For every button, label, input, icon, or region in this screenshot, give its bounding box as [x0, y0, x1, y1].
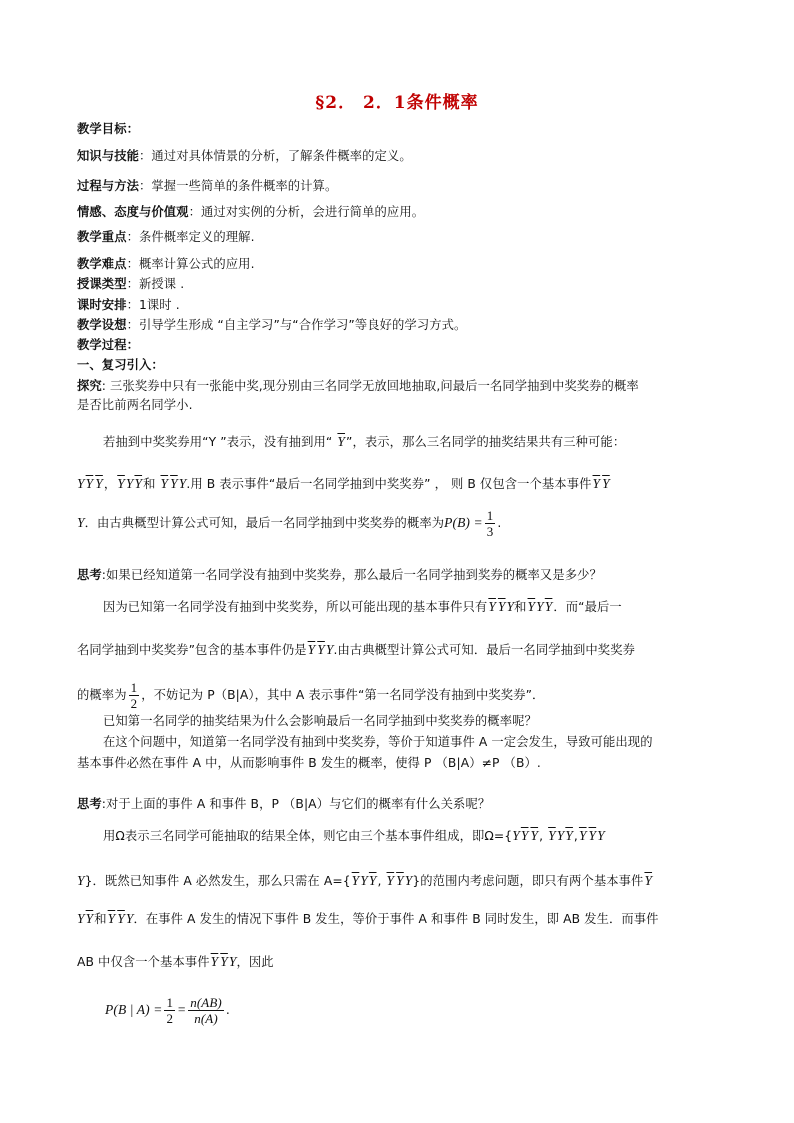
y-bar-symbol: $\overline{Y}$ [588, 828, 597, 843]
fraction-one-third [485, 508, 496, 539]
think-2-line [77, 796, 490, 812]
y-bar-symbol: $\overline{Y}$ [386, 873, 395, 888]
knowledge-text: ：通过对具体情景的分析，了解条件概率的定义。 [139, 149, 412, 163]
y-bar-symbol: $\overline{Y}$ [337, 434, 346, 449]
p1-text-c: .用 B 表示事件“最后一名同学抽到中奖奖券” ， 则 B 仅包含一个基本事件 [186, 477, 592, 491]
equals-symbol: = [177, 1002, 187, 1017]
explore-line-1 [77, 378, 639, 394]
y-bar-symbol: $\overline{Y}$ [107, 911, 116, 926]
p2-line-1 [103, 599, 622, 615]
fraction-nab-over-na [188, 995, 224, 1026]
y-bar-symbol: $\overline{Y}$ [170, 476, 178, 491]
lesson-type-label: 授课类型 [77, 277, 127, 291]
y-symbol: Y [556, 828, 565, 843]
key-point-text: ：条件概率定义的理解. [126, 230, 255, 244]
p3-text-e: AB 中仅含一个基本事件 [77, 955, 210, 969]
p2-line-6: 基本事件必然在事件 A 中，从而影响事件 B 发生的概率，使得 P （B|A）≠P （B）. [77, 756, 541, 770]
y-bar-symbol: $\overline{Y}$ [220, 954, 228, 969]
p3-line-2 [77, 873, 653, 889]
fraction-numerator: n(AB) [190, 995, 222, 1010]
p1-line-2 [77, 476, 611, 492]
y-bar-symbol: $\overline{Y}$ [578, 828, 587, 843]
idea-line [77, 317, 466, 333]
schedule-label: 课时安排 [77, 298, 127, 312]
difficulty-line [77, 256, 255, 272]
and-text: 和 [514, 600, 527, 614]
p3-text-a: 用Ω表示三名同学可能抽取的结果全体，则它由三个基本事件组成，即Ω={ [103, 829, 513, 843]
y-bar-symbol: $\overline{Y}$ [117, 476, 125, 491]
and-text: 和 [143, 477, 156, 491]
p2-line-3 [77, 680, 544, 711]
fraction-numerator: 1 [166, 995, 174, 1010]
y-symbol: Y [125, 911, 134, 926]
p2-text-a: 因为已知第一名同学没有抽到中奖奖券，所以可能出现的基本事件只有 [103, 600, 488, 614]
y-symbol: Y [360, 873, 368, 888]
page-title: §2． 2．1条件概率 [315, 93, 479, 113]
fraction-numerator: 1 [130, 680, 138, 695]
p2-line-2 [77, 642, 635, 658]
emotion-text: ：通过对实例的分析，会进行简单的应用。 [188, 205, 425, 219]
p3-line-4 [77, 954, 274, 970]
p2-text-f: ，不妨记为 P（B|A），其中 A 表示事件“第一名同学没有抽到中奖奖券”． [141, 688, 545, 702]
y-bar-symbol: $\overline{Y}$ [85, 911, 94, 926]
p2-text-c: 名同学抽到中奖奖券”包含的基本事件仍是 [77, 643, 307, 657]
p2-line-4: 已知第一名同学的抽奖结果为什么会影响最后一名同学抽到中奖奖券的概率呢？ [103, 714, 537, 728]
key-point-line [77, 229, 255, 245]
comma-symbol: , [377, 874, 382, 888]
y-bar-symbol: $\overline{Y}$ [95, 476, 103, 491]
fraction-denominator: 2 [166, 1011, 174, 1026]
y-symbol: Y [77, 515, 85, 530]
p3-text-d: ．在事件 A 发生的情况下事件 B 发生，等价于事件 A 和事件 B 同时发生，即 AB 发生．而事件 [133, 912, 659, 926]
p2-text-e: 的概率为 [77, 688, 127, 702]
y-symbol: Y [125, 476, 134, 491]
fraction-denominator: 3 [486, 524, 494, 539]
y-bar-symbol: $\overline{Y}$ [160, 476, 169, 491]
fraction-numerator: 1 [486, 508, 494, 523]
p2-line-5: 在这个问题中，知道第一名同学没有抽到中奖奖券，等价于知道事件 A 一定会发生，导致可能出现的 [103, 735, 653, 749]
y-symbol: Y [77, 911, 85, 926]
process-method-line [77, 178, 337, 194]
process-method-label: 过程与方法 [77, 179, 139, 193]
comma-symbol: , [573, 829, 578, 843]
lesson-type-line [77, 276, 184, 292]
goals-heading: 教学目标： [77, 122, 139, 136]
p3-line-1 [103, 828, 605, 844]
y-symbol: Y [536, 599, 544, 614]
period-symbol: . [225, 1003, 230, 1017]
explore-label: 探究 [77, 379, 102, 393]
fraction-one-half [129, 680, 140, 711]
y-bar-symbol: $\overline{Y}$ [307, 642, 316, 657]
y-bar-symbol: $\overline{Y}$ [488, 599, 496, 614]
y-bar-symbol: $\overline{Y}$ [396, 873, 404, 888]
idea-label: 教学设想 [77, 318, 127, 332]
y-bar-symbol: $\overline{Y}$ [497, 599, 506, 614]
probability-pb: P(B) = [444, 515, 483, 530]
y-bar-symbol: $\overline{Y}$ [134, 476, 143, 491]
key-point-label: 教学重点 [77, 230, 127, 244]
y-bar-symbol: $\overline{Y}$ [544, 599, 553, 614]
emotion-line [77, 204, 424, 220]
y-symbol: Y [178, 476, 187, 491]
think-2-text: :对于上面的事件 A 和事件 B，P （B|A）与它们的概率有什么关系呢？ [101, 797, 491, 811]
p1-text-a: 若抽到中奖奖券用“Y ”表示，没有抽到用“ [103, 435, 337, 449]
y-bar-symbol: $\overline{Y}$ [565, 828, 573, 843]
knowledge-label: 知识与技能 [77, 149, 139, 163]
comma-symbol: , [539, 829, 544, 843]
p1-line-1 [103, 434, 625, 450]
y-bar-symbol: $\overline{Y}$ [527, 599, 536, 614]
p3-text-b: }．既然已知事件 A 必然发生，那么只需在 A={ [84, 874, 351, 888]
period-symbol: . [497, 516, 502, 530]
emotion-label: 情感、态度与价值观 [77, 205, 189, 219]
fraction-one-half [164, 995, 175, 1026]
y-symbol: Y [77, 873, 85, 888]
formula-left-side: P(B | A) = [105, 1002, 163, 1017]
difficulty-text: ：概率计算公式的应用. [126, 257, 255, 271]
y-bar-symbol: $\overline{Y}$ [592, 476, 601, 491]
schedule-line [77, 297, 180, 313]
p3-text-f: ，因此 [236, 955, 274, 969]
p3-text-c: }的范围内考虑问题，即只有两个基本事件 [412, 874, 644, 888]
think-2-label: 思考 [77, 797, 102, 811]
p2-text-b: ．而“最后一 [553, 600, 622, 614]
y-bar-symbol: $\overline{Y}$ [548, 828, 556, 843]
y-symbol: Y [404, 873, 413, 888]
y-symbol: Y [597, 828, 605, 843]
y-symbol: Y [77, 476, 85, 491]
y-bar-symbol: $\overline{Y}$ [602, 476, 610, 491]
p1-line-3 [77, 508, 501, 539]
idea-text: ：引导学生形成 “自主学习”与“合作学习”等良好的学习方式。 [126, 318, 467, 332]
y-bar-symbol: $\overline{Y}$ [210, 954, 219, 969]
y-bar-symbol: $\overline{Y}$ [520, 828, 529, 843]
y-bar-symbol: $\overline{Y}$ [368, 873, 377, 888]
think-1-text: :如果已经知道第一名同学没有抽到中奖奖券，那么最后一名同学抽到奖券的概率又是多少？ [101, 568, 602, 582]
difficulty-label: 教学难点 [77, 257, 127, 271]
y-bar-symbol: $\overline{Y}$ [117, 911, 125, 926]
y-symbol: Y [512, 828, 520, 843]
y-symbol: Y [506, 599, 515, 614]
explore-line-2: 是否比前两名同学小. [77, 398, 193, 412]
conditional-probability-formula [105, 995, 230, 1026]
y-bar-symbol: $\overline{Y}$ [85, 476, 94, 491]
y-bar-symbol: $\overline{Y}$ [644, 873, 653, 888]
explore-text-1: : 三张奖券中只有一张能中奖,现分别由三名同学无放回地抽取,问最后一名同学抽到中奖奖券的概率 [101, 379, 639, 393]
process-heading: 教学过程： [77, 338, 139, 352]
think-1-line [77, 567, 602, 583]
comma-symbol: ， [103, 477, 117, 491]
review-heading: 一、复习引入： [77, 358, 164, 372]
process-method-text: ：掌握一些简单的条件概率的计算。 [139, 179, 338, 193]
fraction-denominator: 2 [130, 696, 138, 711]
p1-text-d: ．由古典概型计算公式可知，最后一名同学抽到中奖奖券的概率为 [84, 516, 445, 530]
y-bar-symbol: $\overline{Y}$ [530, 828, 539, 843]
schedule-text: ：1课时 . [126, 298, 180, 312]
y-bar-symbol: $\overline{Y}$ [317, 642, 325, 657]
p2-text-d: .由古典概型计算公式可知．最后一名同学抽到中奖奖券 [333, 643, 635, 657]
y-bar-symbol: $\overline{Y}$ [351, 873, 360, 888]
p3-line-3 [77, 911, 659, 927]
think-1-label: 思考 [77, 568, 102, 582]
p1-text-b: ”，表示，那么三名同学的抽奖结果共有三种可能： [346, 435, 626, 449]
fraction-denominator: n(A) [194, 1011, 218, 1026]
lesson-type-text: ：新授课 . [126, 277, 185, 291]
and-text: 和 [94, 912, 107, 926]
knowledge-line [77, 148, 412, 164]
y-symbol: Y [228, 954, 237, 969]
y-symbol: Y [325, 642, 334, 657]
